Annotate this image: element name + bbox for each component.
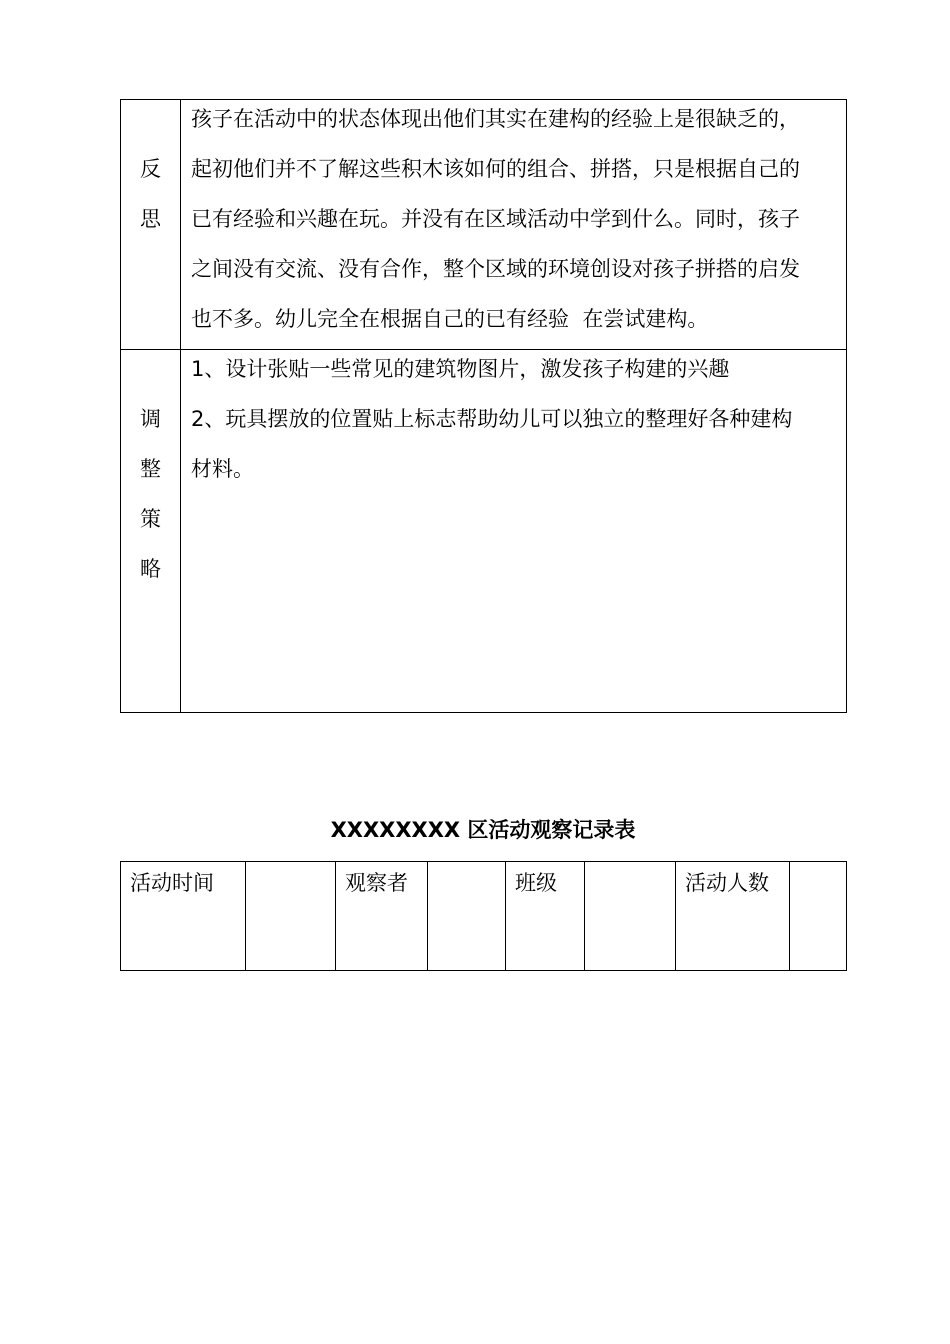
reflection-label: [121, 100, 180, 244]
observation-form-row: [121, 862, 847, 971]
observation-form-table: [120, 861, 847, 971]
adjustment-label-cell: [121, 350, 181, 713]
activity-time-label: 活动时间: [121, 862, 246, 971]
activity-time-field[interactable]: [246, 862, 336, 971]
adjustment-label-char: 策: [140, 507, 161, 531]
adjustment-row: [121, 350, 847, 713]
class-label: 班级: [506, 862, 585, 971]
adjustment-label-char: 调: [140, 407, 161, 431]
adjustment-content-cell: [181, 350, 847, 713]
reflection-label-char: 思: [140, 207, 161, 231]
adjustment-label-char: 略: [140, 557, 161, 581]
adjustment-text: 1、设计张贴一些常见的建筑物图片，激发孩子构建的兴趣 2、玩具摆放的位置贴上标志帮助幼儿可以独立的整理好各种建构 材料。: [191, 357, 793, 481]
participants-label: 活动人数: [676, 862, 790, 971]
reflection-adjustment-table: [120, 99, 847, 713]
participants-field[interactable]: [790, 862, 847, 971]
adjustment-label-char: 整: [140, 457, 161, 481]
observation-form-title: XXXXXXXX 区活动观察记录表: [330, 818, 636, 842]
reflection-label-char: 反: [140, 157, 161, 181]
adjustment-label: [121, 350, 180, 594]
reflection-label-cell: [121, 100, 181, 350]
reflection-content-cell: [181, 100, 847, 350]
observer-label: 观察者: [336, 862, 428, 971]
reflection-row: [121, 100, 847, 350]
reflection-text: 孩子在活动中的状态体现出他们其实在建构的经验上是很缺乏的， 起初他们并不了解这些积木该如何的组合、拼搭，只是根据自己的 已有经验和兴趣在玩。并没有在区域活动中学到什么。同时，孩子 之间没有交流、没有合作，整个区域的环境创设对孩子拼搭的启发 也不多。幼儿完全在根据自己的已有经验 在尝试建构。: [191, 107, 800, 331]
class-field[interactable]: [585, 862, 676, 971]
observer-field[interactable]: [428, 862, 506, 971]
